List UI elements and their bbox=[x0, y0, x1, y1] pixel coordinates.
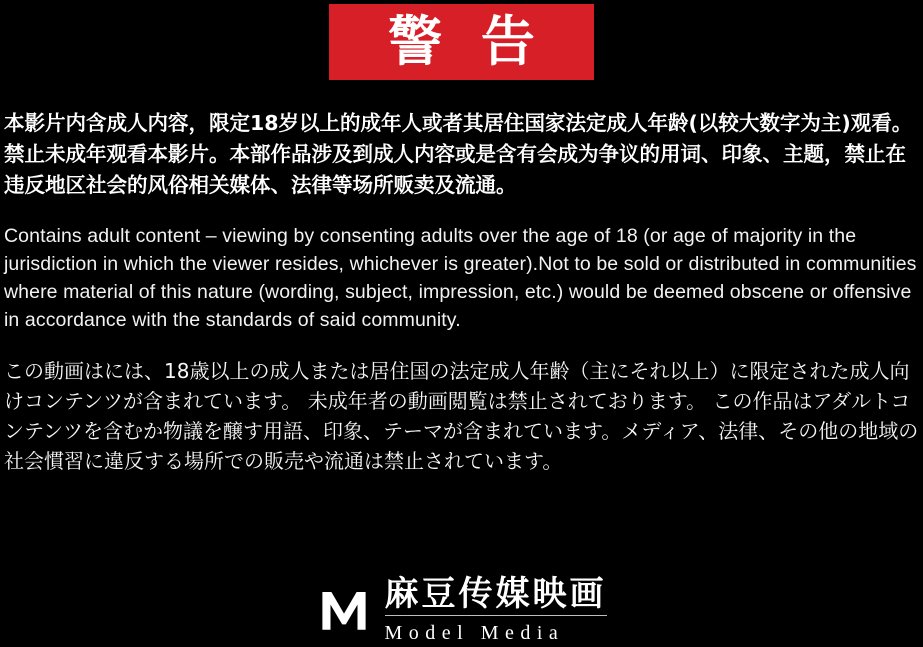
warning-banner-container bbox=[0, 4, 923, 80]
notice-english: Contains adult content – viewing by consenting adults over the age of 18 (or age of majority in the jurisdiction in which the viewer resides, whichever is greater).Not to be sold or distributed in communities where material of this nature (wording, subject, impression, etc.) would be deemed obscene or offensive in accordance with the standards of said community. bbox=[4, 225, 917, 331]
notice-chinese: 本影片内含成人内容，限定18岁以上的成年人或者其居住国家法定成人年龄(以较大数字为主)观看。禁止未成年观看本影片。本部作品涉及到成人内容或是含有会成为争议的用词、印象、主题，禁止在违反地区社会的风俗相关媒体、法律等场所贩卖及流通。 bbox=[4, 111, 913, 198]
notice-content bbox=[0, 108, 923, 498]
logo-chinese-name: 麻豆传媒映画 bbox=[384, 574, 607, 614]
notice-japanese: この動画はには、18歳以上の成人または居住国の法定成人年齢（主にそれ以上）に限定された成人向けコンテンツが含まれています。 未成年者の動画閲覧は禁止されております。 この作品はアダルトコンテンツを含むか物議を醸す用語、印象、テーマが含まれています。メディア、法律、その他の地域の社会慣習に違反する場所での販売や流通は禁止されています。 bbox=[4, 359, 919, 474]
logo-english-name: Model Media bbox=[384, 622, 565, 644]
warning-banner: 警 告 bbox=[329, 4, 594, 80]
model-media-m-logo-icon bbox=[317, 583, 371, 637]
logo-divider bbox=[385, 615, 607, 616]
brand-logo bbox=[0, 574, 923, 644]
logo-text-block bbox=[384, 574, 607, 644]
